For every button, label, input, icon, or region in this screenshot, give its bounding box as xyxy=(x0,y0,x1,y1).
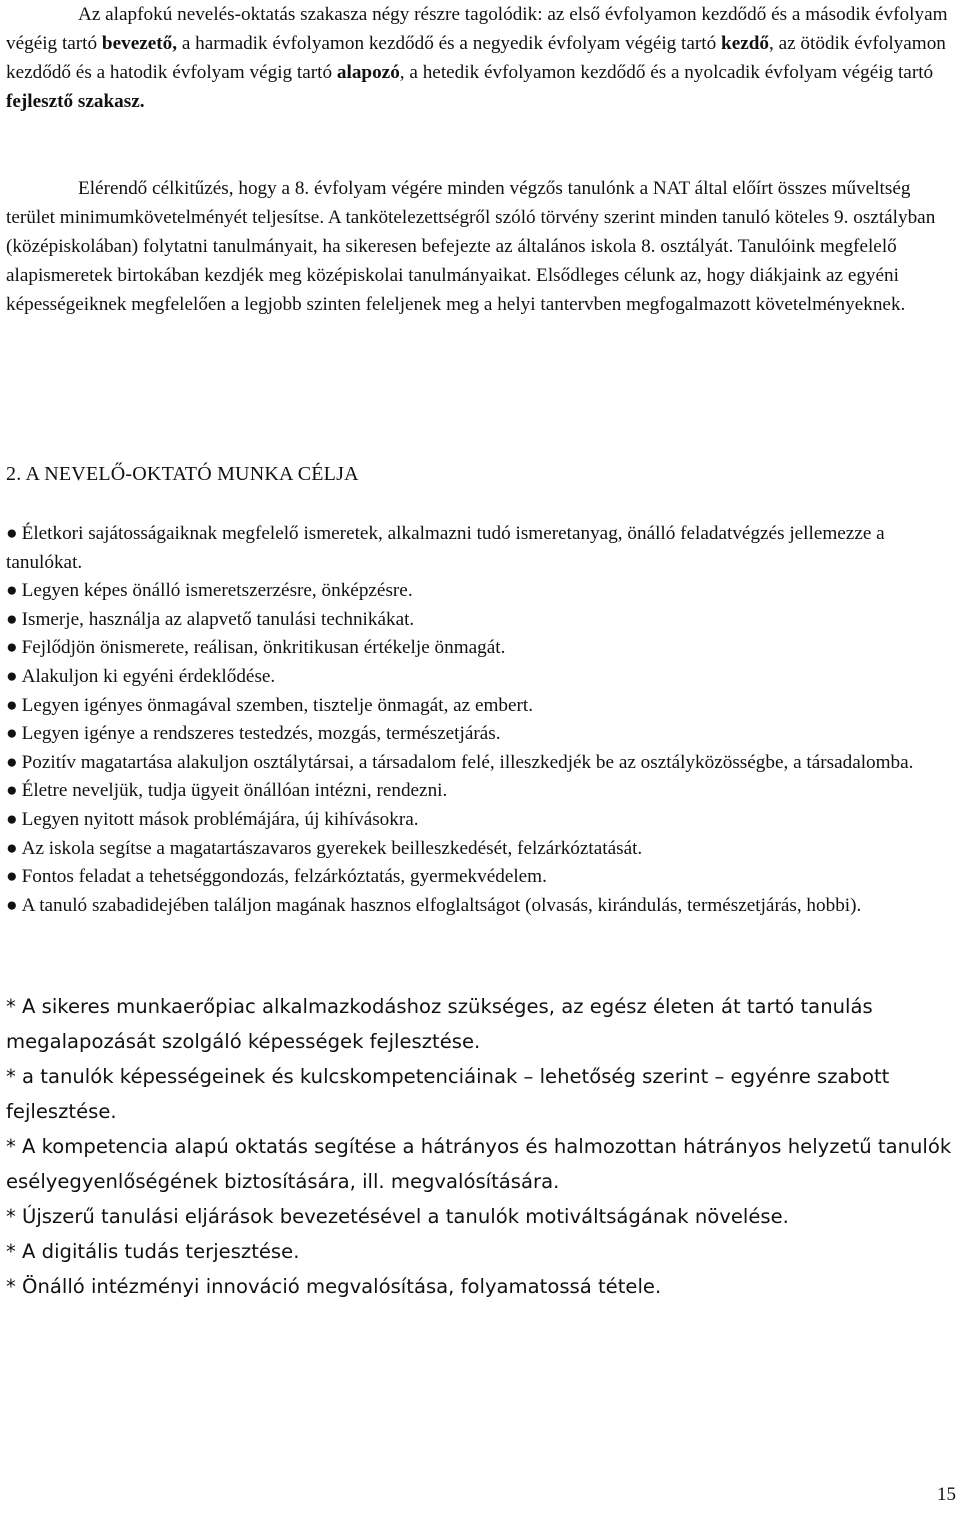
bullet-icon: ● xyxy=(6,608,18,630)
competency-item: * A kompetencia alapú oktatás segítése a hátrányos és halmozottan hátrányos helyzetű tanulók esélyegyenlőségének biztosítására, ill. megvalósítására. xyxy=(6,1135,952,1193)
goals-list xyxy=(6,520,952,920)
bullet-icon: ● xyxy=(6,837,18,859)
goal-item xyxy=(6,806,952,835)
bullet-icon: ● xyxy=(6,808,18,830)
goal-item xyxy=(6,577,952,606)
goal-text: Pozitív magatartása alakuljon osztálytársai, a társadalom felé, illeszkedjék be az osztályközösségbe, a társadalomba. xyxy=(21,751,914,773)
goal-text: Legyen képes önálló ismeretszerzésre, önképzésre. xyxy=(21,580,413,602)
intro-segment: Az alapfokú nevelés-oktatás szakasza négy részre tagolódik: az első évfolyamon kezdődő és a második évfolyam végéig tartó xyxy=(6,4,948,54)
objective-paragraph xyxy=(6,174,952,319)
goal-text: Életkori sajátosságaiknak megfelelő ismeretek, alkalmazni tudó ismeretanyag, önálló feladatvégzés jellemezze a tanulókat. xyxy=(6,523,885,573)
goal-text: Az iskola segítse a magatartászavaros gyerekek beilleszkedését, felzárkóztatását. xyxy=(21,837,643,859)
goal-item xyxy=(6,663,952,692)
goal-item xyxy=(6,892,952,921)
intro-segment: , a hetedik évfolyamon kezdődő és a nyolcadik évfolyam végéig tartó xyxy=(399,62,934,83)
competency-list xyxy=(6,989,952,1304)
bullet-icon: ● xyxy=(6,866,18,888)
intro-emphasis: alapozó xyxy=(336,62,400,83)
intro-segment: , az ötödik évfolyamon kezdődő és a hatodik évfolyam végig tartó xyxy=(6,33,946,83)
intro-text xyxy=(6,4,948,112)
goal-text: Legyen igénye a rendszeres testedzés, mozgás, természetjárás. xyxy=(21,723,501,745)
intro-segment: a harmadik évfolyamon kezdődő és a negyedik évfolyam végéig tartó xyxy=(177,33,722,54)
goal-item xyxy=(6,835,952,864)
section-heading: 2. A NEVELŐ-OKTATÓ MUNKA CÉLJA xyxy=(6,463,359,485)
goal-text: A tanuló szabadidejében találjon magának hasznos elfoglaltságot (olvasás, kirándulás, természetjárás, hobbi). xyxy=(21,894,862,916)
goal-text: Legyen nyitott mások problémájára, új kihívásokra. xyxy=(21,808,419,830)
goal-text: Alakuljon ki egyéni érdeklődése. xyxy=(21,665,276,687)
bullet-icon: ● xyxy=(6,523,18,544)
bullet-icon: ● xyxy=(6,694,18,716)
goal-item xyxy=(6,749,952,778)
intro-paragraph xyxy=(6,0,952,116)
page-number: 15 xyxy=(937,1484,956,1505)
goal-item xyxy=(6,863,952,892)
bullet-icon: ● xyxy=(6,780,18,802)
bullet-icon: ● xyxy=(6,751,18,773)
goal-text: Ismerje, használja az alapvető tanulási technikákat. xyxy=(21,608,415,630)
bullet-icon: ● xyxy=(6,894,18,916)
goal-item xyxy=(6,777,952,806)
competency-item: * Önálló intézményi innováció megvalósítása, folyamatossá tétele. xyxy=(6,1275,662,1298)
intro-emphasis: bevezető, xyxy=(101,33,178,54)
intro-emphasis: kezdő xyxy=(721,33,769,54)
objective-text: Elérendő célkitűzés, hogy a 8. évfolyam végére minden végzős tanulónk a NAT által előírt összes műveltség terület minimumkövetelményét teljesítse. A tankötelezettségről szóló törvény szerint minden tanuló köteles 9. osztályban (középiskolában) folytatni tanulmányait, ha sikeresen befejezte az általános iskola 8. osztályát. Tanulóink megfelelő alapismeretek birtokában kezdjék meg középiskolai tanulmányaikat. Elsődleges célunk az, hogy diákjaink az egyéni képességeiknek megfelelően a legjobb szinten feleljenek meg a helyi tantervben megfogalmazott követelményeknek. xyxy=(6,178,936,315)
goal-item xyxy=(6,720,952,749)
bullet-icon: ● xyxy=(6,637,18,659)
bullet-icon: ● xyxy=(6,580,18,602)
goal-item xyxy=(6,634,952,663)
goal-item xyxy=(6,520,952,577)
bullet-icon: ● xyxy=(6,665,18,687)
competency-item: * a tanulók képességeinek és kulcskompetenciáinak – lehetőség szerint – egyénre szabott fejlesztése. xyxy=(6,1065,890,1123)
goal-text: Fejlődjön önismerete, reálisan, önkritikusan értékelje önmagát. xyxy=(21,637,506,659)
goal-item xyxy=(6,606,952,635)
goal-text: Életre neveljük, tudja ügyeit önállóan intézni, rendezni. xyxy=(21,780,448,802)
competency-item: * A digitális tudás terjesztése. xyxy=(6,1240,300,1263)
intro-emphasis: fejlesztő szakasz. xyxy=(6,91,145,112)
competency-item: * A sikeres munkaerőpiac alkalmazkodáshoz szükséges, az egész életen át tartó tanulás megalapozását szolgáló képességek fejlesztése. xyxy=(6,995,873,1053)
competency-item: * Újszerű tanulási eljárások bevezetésével a tanulók motiváltságának növelése. xyxy=(6,1205,789,1228)
goal-text: Fontos feladat a tehetséggondozás, felzárkóztatás, gyermekvédelem. xyxy=(21,866,547,888)
bullet-icon: ● xyxy=(6,723,18,745)
goal-text: Legyen igényes önmagával szemben, tisztelje önmagát, az embert. xyxy=(21,694,534,716)
goal-item xyxy=(6,692,952,721)
